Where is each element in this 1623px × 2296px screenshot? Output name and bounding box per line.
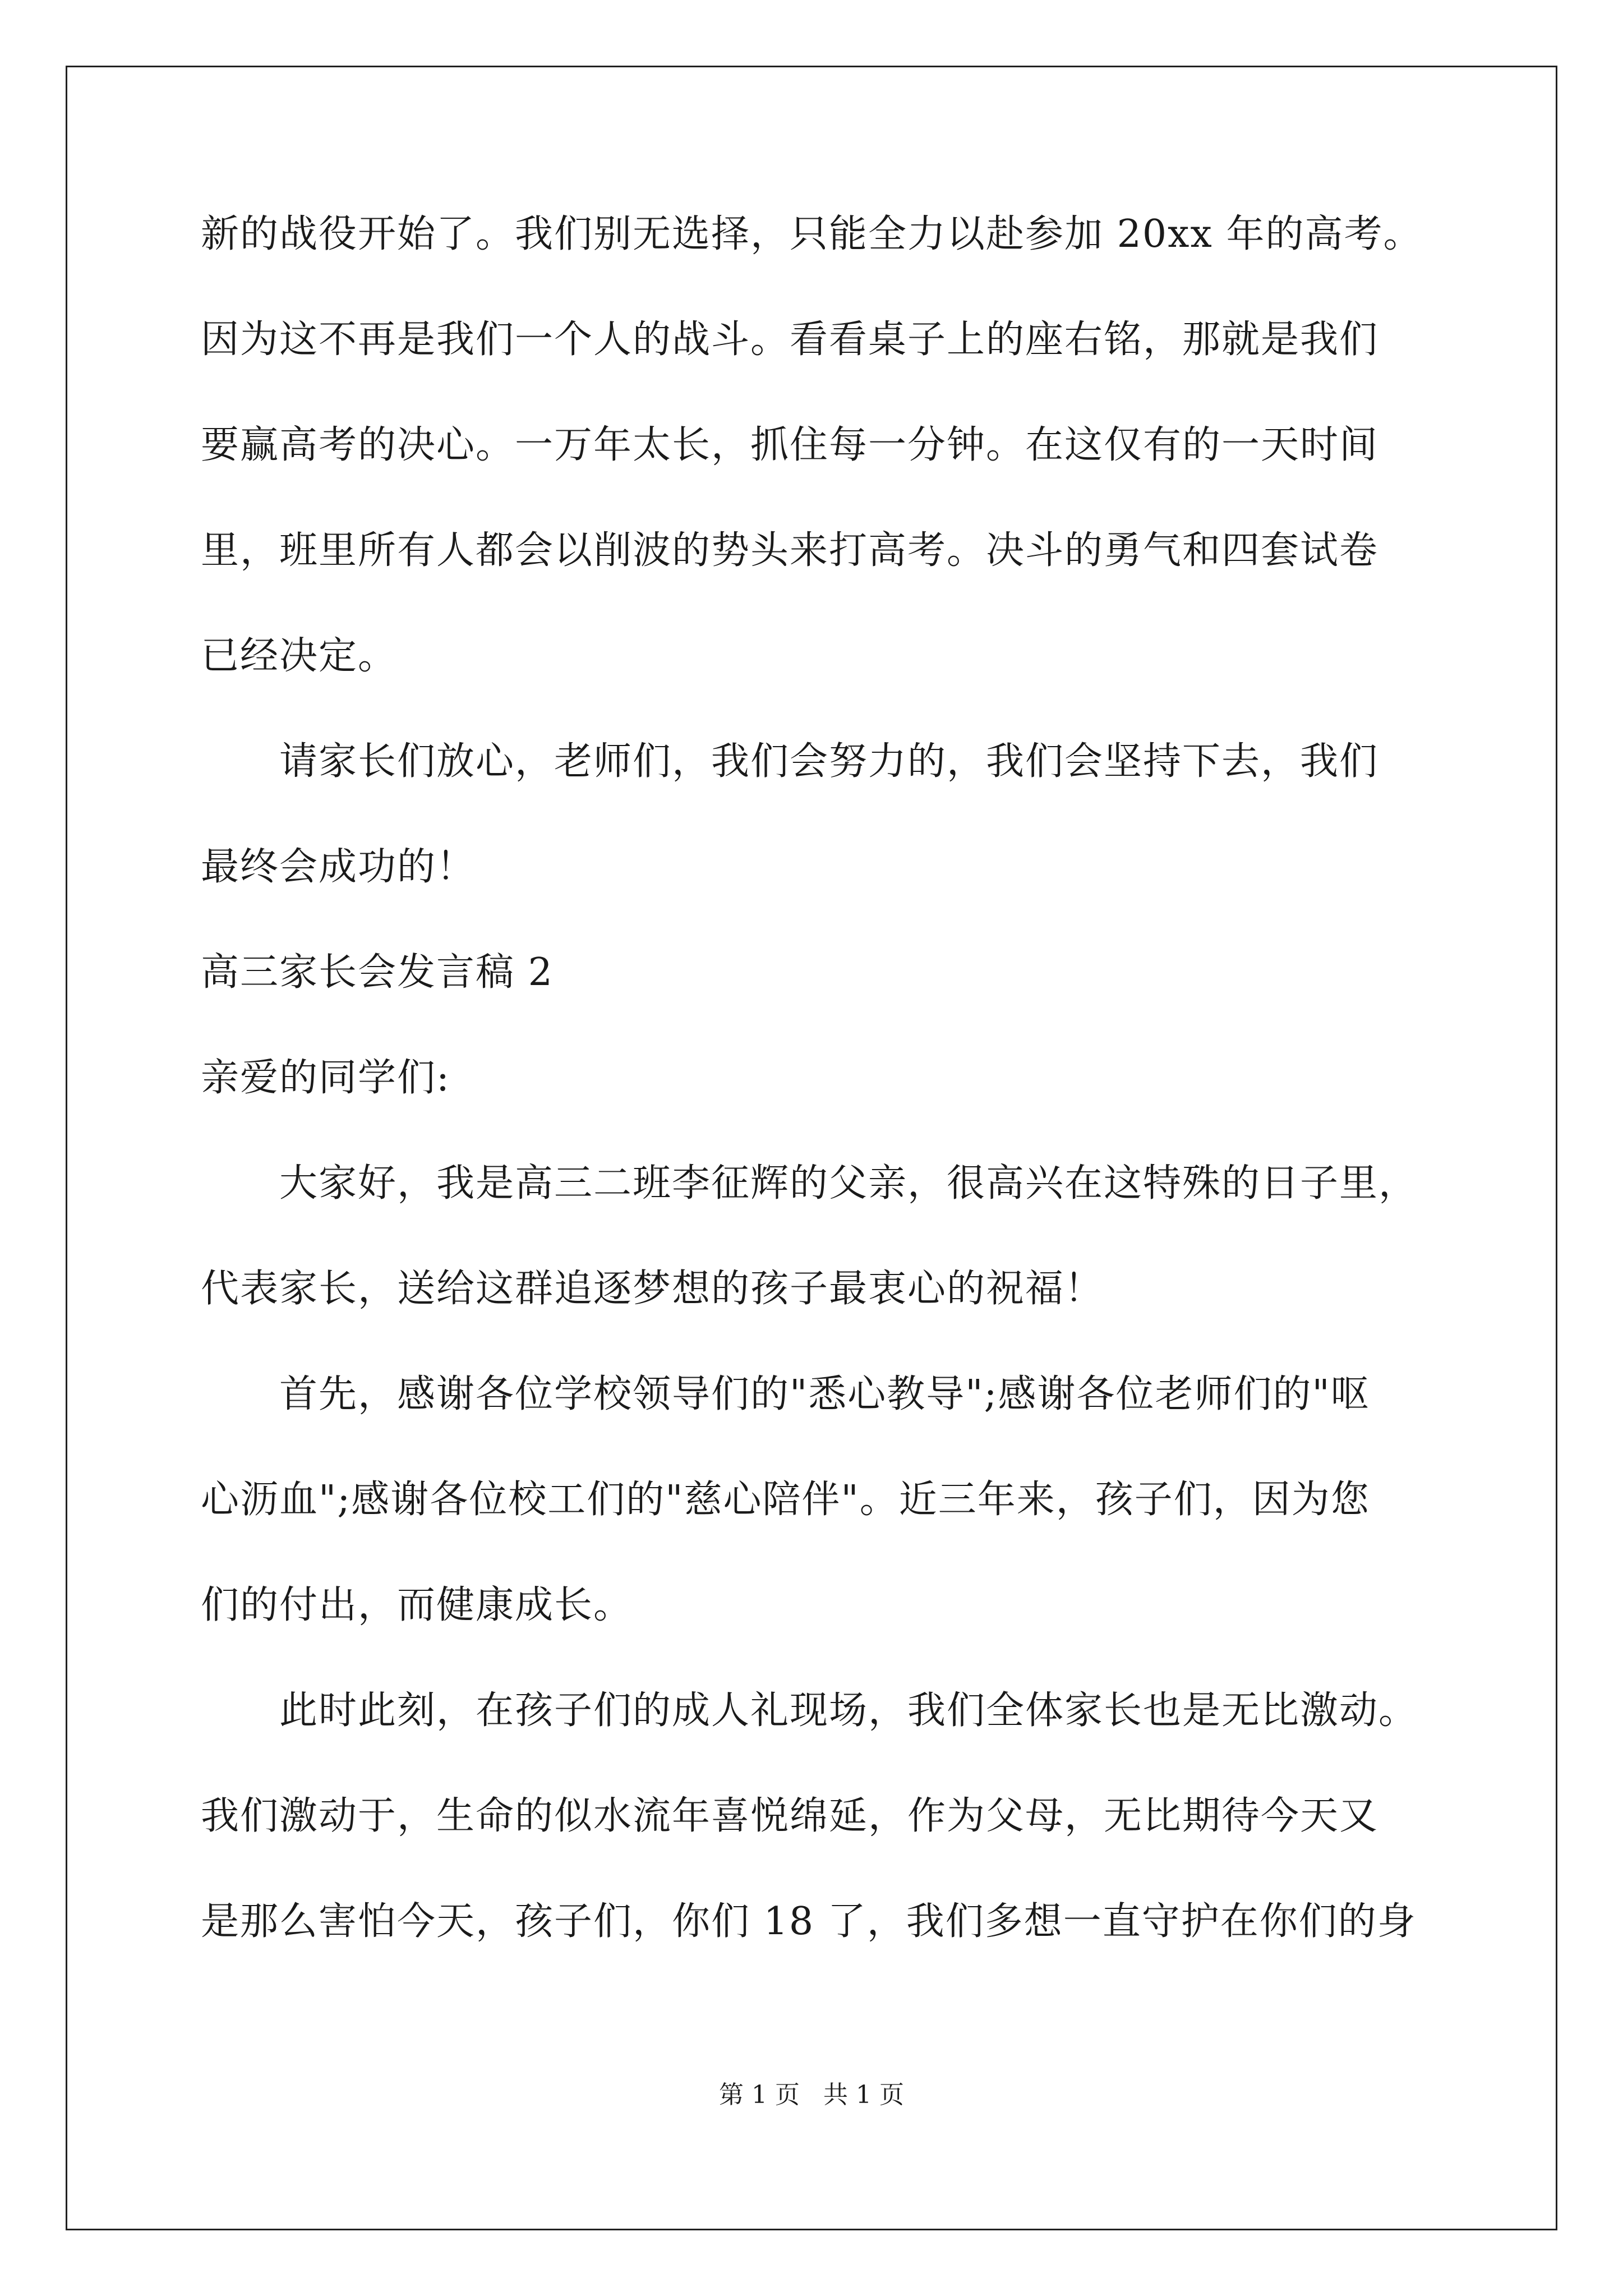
paragraph-line: 是那么害怕今天，孩子们，你们 18 了，我们多想一直守护在你们的身	[201, 1899, 1417, 1944]
paragraph-line: 最终会成功的！	[201, 845, 476, 889]
paragraph-line: 已经决定。	[201, 634, 398, 678]
paragraph-line: 大家好，我是高三二班李征辉的父亲，很高兴在这特殊的日子里，	[279, 1161, 1418, 1205]
paragraph-line: 们的付出，而健康成长。	[201, 1583, 633, 1627]
salutation: 亲爱的同学们:	[201, 1056, 450, 1100]
paragraph-line: 新的战役开始了。我们别无选择，只能全力以赴参加 20xx 年的高考。	[201, 212, 1423, 256]
paragraph-line: 代表家长，送给这群追逐梦想的孩子最衷心的祝福！	[201, 1267, 1104, 1311]
section-heading: 高三家长会发言稿 2	[201, 950, 554, 995]
paragraph-line: 请家长们放心，老师们，我们会努力的，我们会坚持下去，我们	[279, 739, 1379, 784]
paragraph-line: 要赢高考的决心。一万年太长，抓住每一分钟。在这仅有的一天时间	[201, 423, 1379, 467]
page-number-footer: 第 1 页 共 1 页	[719, 2081, 904, 2109]
paragraph-line: 此时此刻，在孩子们的成人礼现场，我们全体家长也是无比激动。	[279, 1688, 1418, 1733]
paragraph-line: 我们激动于，生命的似水流年喜悦绵延，作为父母，无比期待今天又	[201, 1794, 1379, 1838]
paragraph-line: 心沥血";感谢各位校工们的"慈心陪伴"。近三年来，孩子们，因为您	[201, 1478, 1370, 1522]
paragraph-line: 里，班里所有人都会以削波的势头来打高考。决斗的勇气和四套试卷	[201, 528, 1379, 573]
paragraph-line: 首先，感谢各位学校领导们的"悉心教导";感谢各位老师们的"呕	[279, 1372, 1370, 1416]
paragraph-line: 因为这不再是我们一个人的战斗。看看桌子上的座右铭，那就是我们	[201, 318, 1379, 362]
